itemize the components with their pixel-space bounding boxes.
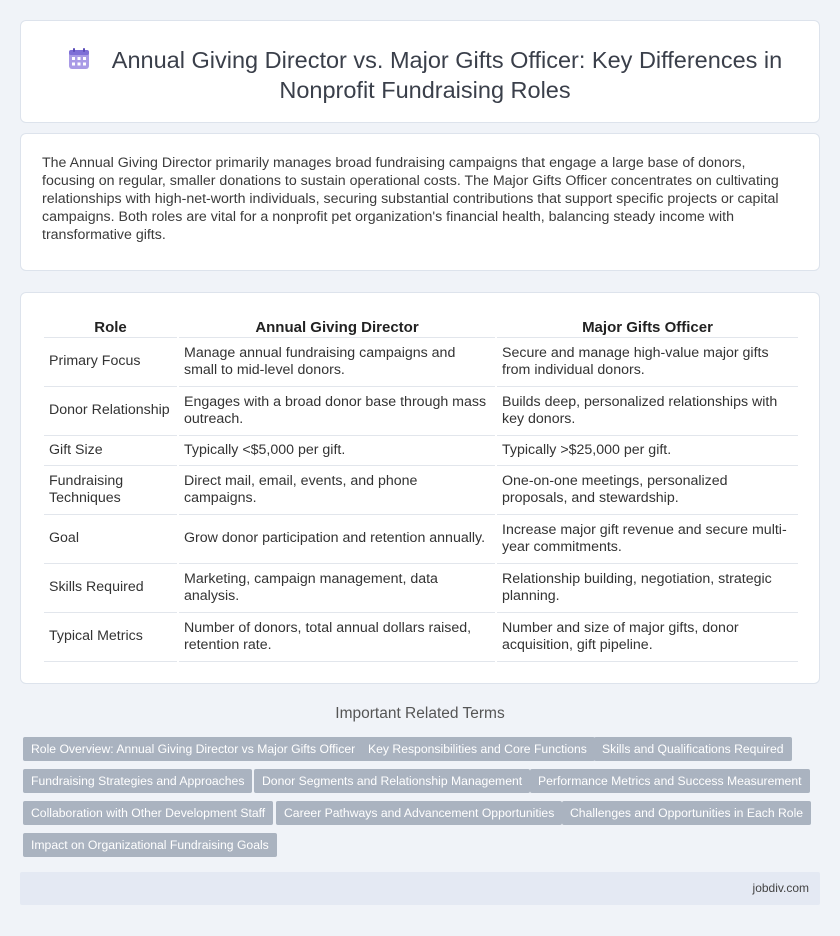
- table-row: [44, 564, 798, 613]
- major-gifts-cell: Relationship building, negotiation, strategic planning.: [497, 564, 798, 613]
- related-term-tag[interactable]: Performance Metrics and Success Measurement: [530, 769, 810, 793]
- row-label: Gift Size: [44, 436, 177, 466]
- annual-giving-cell: Grow donor participation and retention annually.: [179, 515, 495, 564]
- header-annual-giving-director: Annual Giving Director: [179, 315, 495, 338]
- table-header-row: [44, 315, 798, 338]
- related-term-tag[interactable]: Skills and Qualifications Required: [594, 737, 792, 761]
- related-term-tag[interactable]: Donor Segments and Relationship Management: [254, 769, 530, 793]
- table-row: [44, 436, 798, 466]
- related-term-tag[interactable]: Career Pathways and Advancement Opportunities: [276, 801, 562, 825]
- header-major-gifts-officer: Major Gifts Officer: [497, 315, 798, 338]
- related-term-tag[interactable]: Challenges and Opportunities in Each Role: [562, 801, 811, 825]
- major-gifts-cell: Secure and manage high-value major gifts from individual donors.: [497, 338, 798, 387]
- table-row: [44, 515, 798, 564]
- table-row: [44, 466, 798, 515]
- table-row: [44, 613, 798, 662]
- page-title: [61, 45, 789, 105]
- row-label: Fundraising Techniques: [44, 466, 177, 515]
- annual-giving-cell: Direct mail, email, events, and phone campaigns.: [179, 466, 495, 515]
- row-label: Goal: [44, 515, 177, 564]
- related-terms-heading: Important Related Terms: [335, 705, 505, 722]
- major-gifts-cell: Builds deep, personalized relationships with key donors.: [497, 387, 798, 436]
- title-card: [20, 20, 820, 123]
- row-label: Donor Relationship: [44, 387, 177, 436]
- related-term-tag[interactable]: Key Responsibilities and Core Functions: [360, 737, 595, 761]
- major-gifts-cell: Typically >$25,000 per gift.: [497, 436, 798, 466]
- row-label: Typical Metrics: [44, 613, 177, 662]
- calendar-grid-icon: [68, 48, 90, 70]
- row-label: Primary Focus: [44, 338, 177, 387]
- comparison-table: [42, 315, 800, 662]
- major-gifts-cell: One-on-one meetings, personalized proposals, and stewardship.: [497, 466, 798, 515]
- footer: [20, 872, 820, 905]
- major-gifts-cell: Number and size of major gifts, donor acquisition, gift pipeline.: [497, 613, 798, 662]
- related-term-tag[interactable]: Fundraising Strategies and Approaches: [23, 769, 252, 793]
- related-term-tag[interactable]: Role Overview: Annual Giving Director vs Major Gifts Officer: [23, 737, 363, 761]
- comparison-card: [20, 292, 820, 684]
- table-row: [44, 338, 798, 387]
- intro-card: [20, 133, 820, 271]
- related-term-tag[interactable]: Collaboration with Other Development Staff: [23, 801, 273, 825]
- annual-giving-cell: Typically <$5,000 per gift.: [179, 436, 495, 466]
- intro-paragraph: The Annual Giving Director primarily manages broad fundraising campaigns that engage a large base of donors, focusing on regular, smaller donations to sustain operational costs. The Major Gifts Officer concentrates on cultivating relationships with high-net-worth individuals, securing substantial contributions that support specific projects or capital campaigns. Both roles are vital for a nonprofit pet organization's financial health, balancing steady income with transformative gifts.: [42, 155, 779, 243]
- table-row: [44, 387, 798, 436]
- footer-site-link[interactable]: jobdiv.com: [752, 881, 809, 895]
- major-gifts-cell: Increase major gift revenue and secure multi-year commitments.: [497, 515, 798, 564]
- row-label: Skills Required: [44, 564, 177, 613]
- header-role: Role: [44, 315, 177, 338]
- page-title-text: Annual Giving Director vs. Major Gifts Officer: Key Differences in Nonprofit Fundraising Roles: [111, 47, 783, 103]
- related-term-tag[interactable]: Impact on Organizational Fundraising Goals: [23, 833, 277, 857]
- annual-giving-cell: Manage annual fundraising campaigns and small to mid-level donors.: [179, 338, 495, 387]
- annual-giving-cell: Engages with a broad donor base through mass outreach.: [179, 387, 495, 436]
- annual-giving-cell: Number of donors, total annual dollars raised, retention rate.: [179, 613, 495, 662]
- annual-giving-cell: Marketing, campaign management, data analysis.: [179, 564, 495, 613]
